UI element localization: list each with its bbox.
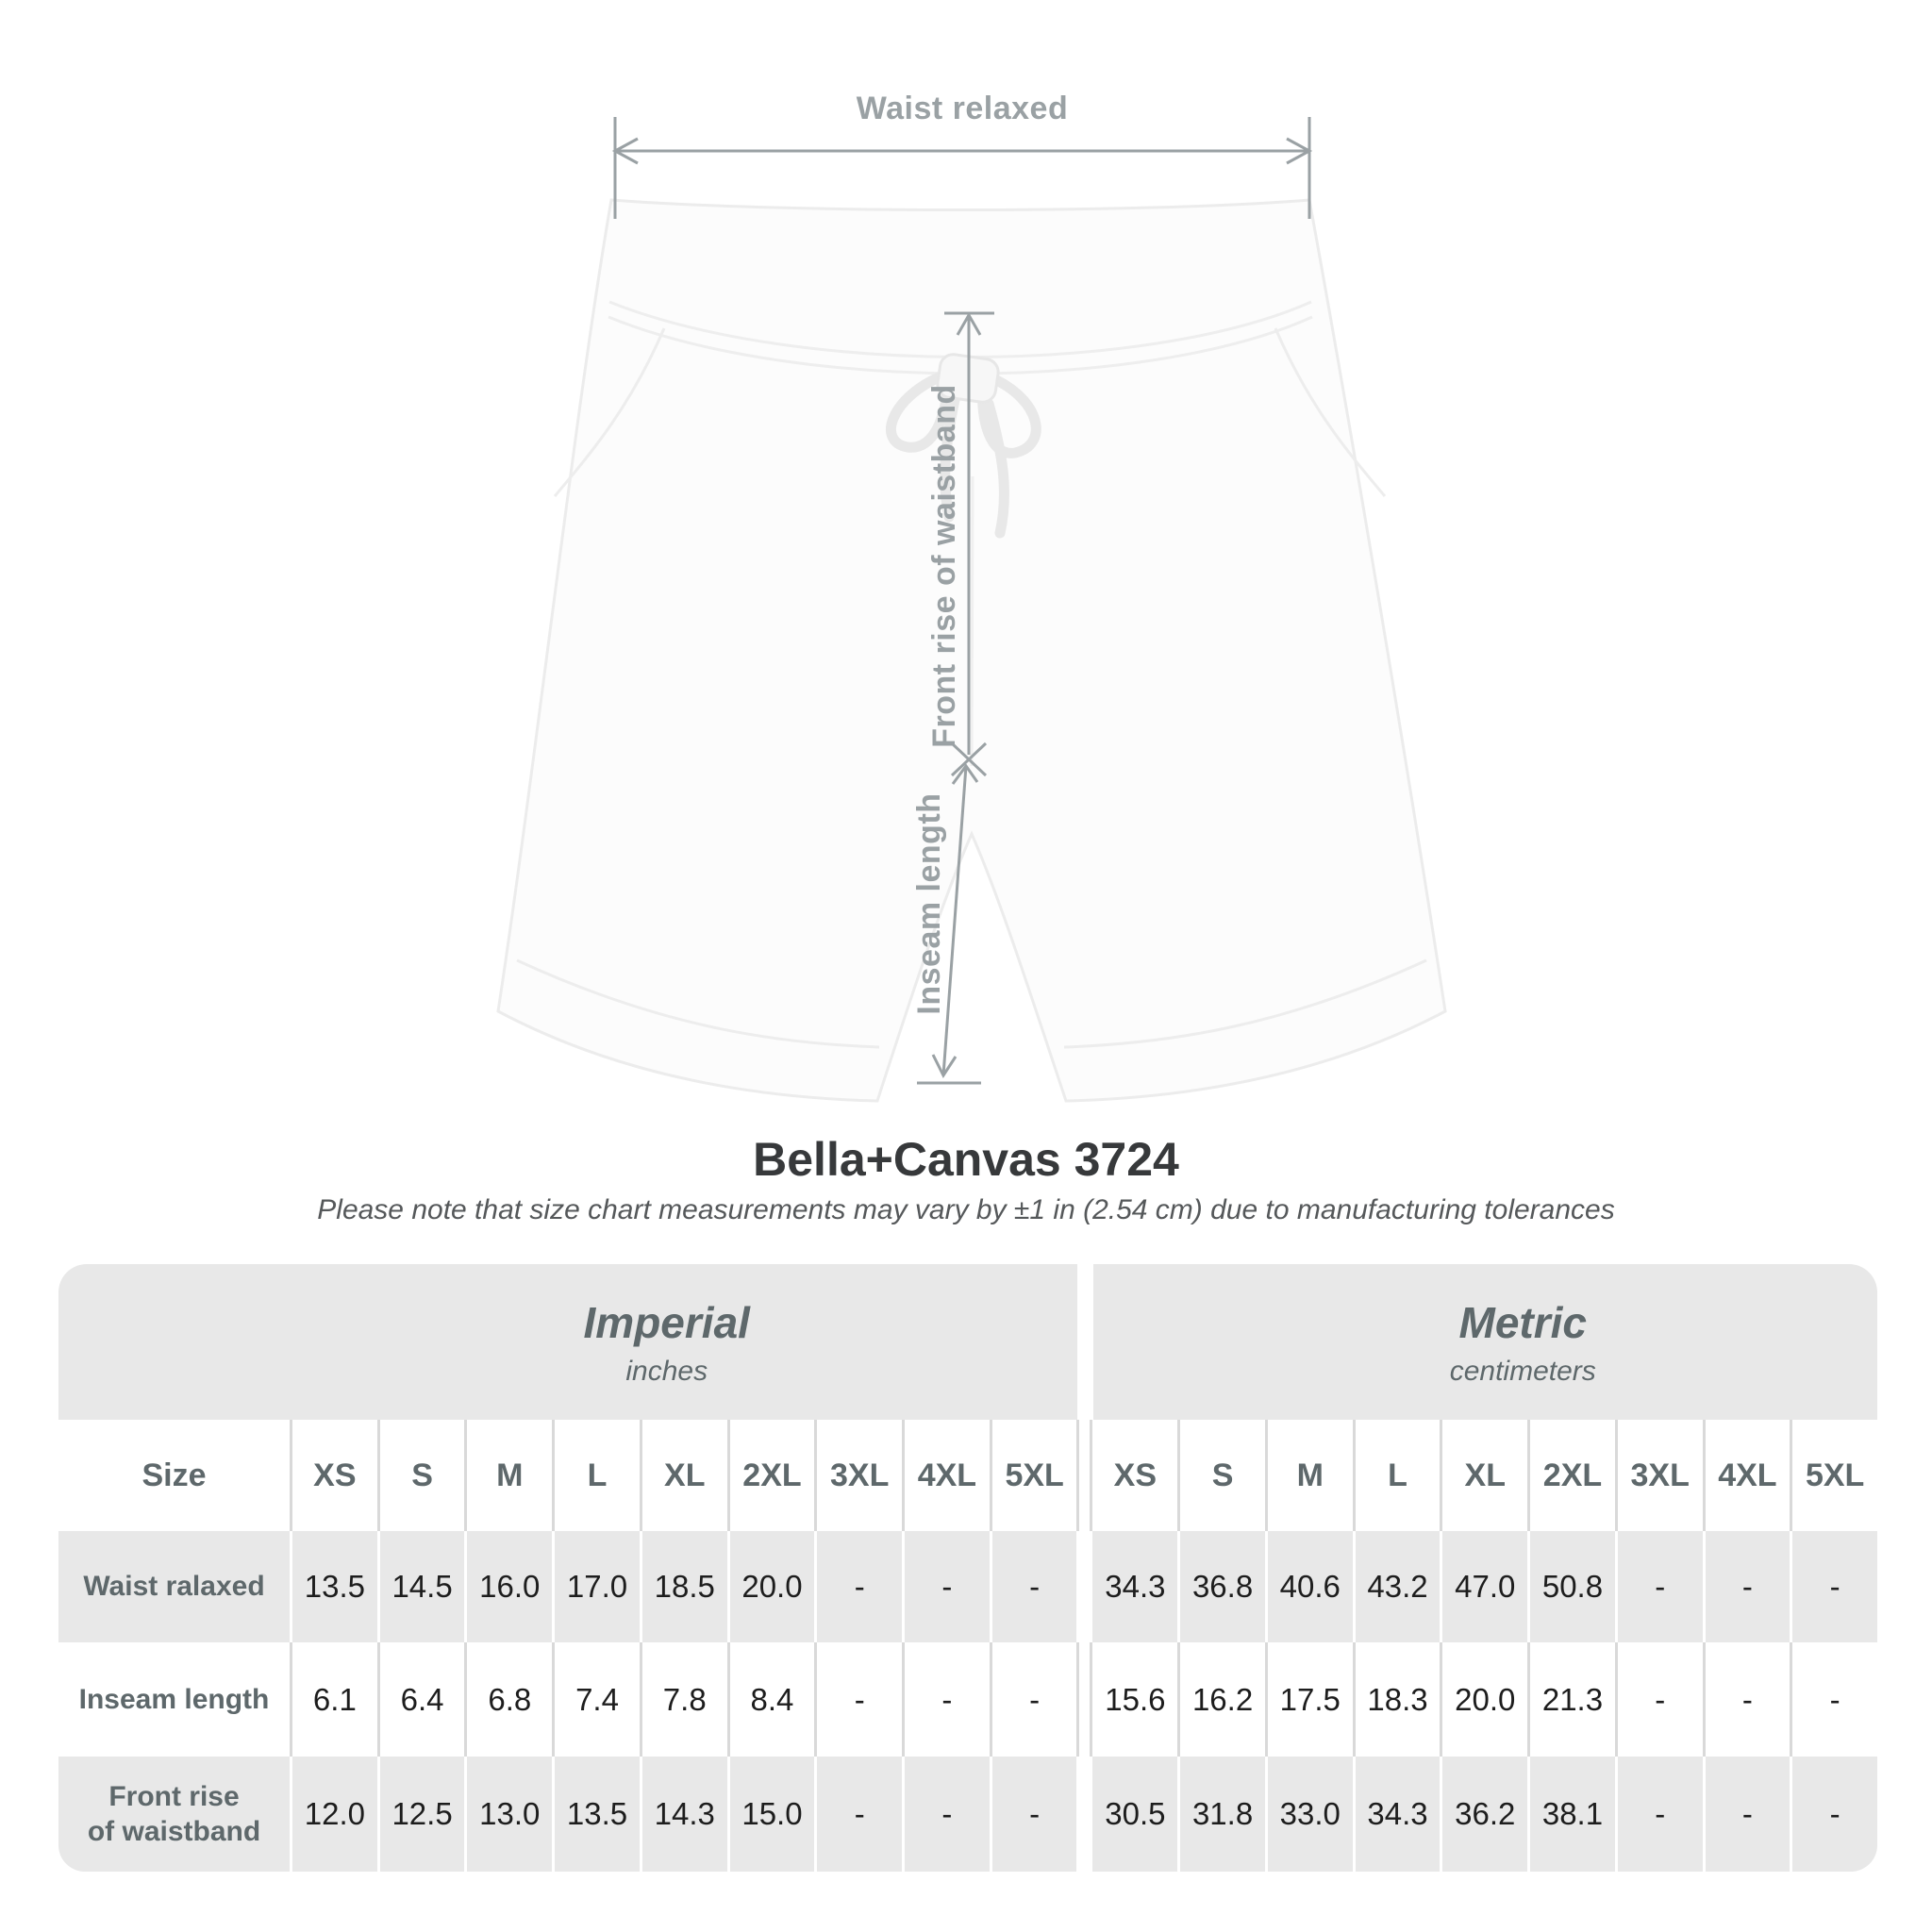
front-rise-metric-xs: 30.5 <box>1092 1757 1177 1872</box>
waist-imperial-m: 16.0 <box>467 1531 552 1642</box>
inseam-imperial-xl: 7.8 <box>642 1642 727 1757</box>
waist-imperial-3xl: - <box>817 1531 902 1642</box>
size-header-imperial-3xl: 3XL <box>817 1420 902 1531</box>
waist-arrow <box>615 117 1309 219</box>
waist-imperial-s: 14.5 <box>380 1531 465 1642</box>
row-label-inseam: Inseam length <box>58 1642 290 1757</box>
inseam-imperial-l: 7.4 <box>555 1642 640 1757</box>
inseam-metric-5xl: - <box>1792 1642 1877 1757</box>
front-rise-metric-5xl: - <box>1792 1757 1877 1872</box>
size-header-row <box>58 1420 1877 1531</box>
size-column-header: Size <box>58 1420 290 1531</box>
table-row-inseam <box>58 1642 1877 1757</box>
size-header-metric-xl: XL <box>1442 1420 1527 1531</box>
inseam-metric-l: 18.3 <box>1356 1642 1441 1757</box>
size-header-metric-xs: XS <box>1092 1420 1177 1531</box>
inseam-length-label: Inseam length <box>911 792 947 1015</box>
waist-imperial-4xl: - <box>905 1531 990 1642</box>
waist-metric-xl: 47.0 <box>1442 1531 1527 1642</box>
imperial-unit: inches <box>625 1355 708 1387</box>
inseam-metric-3xl: - <box>1618 1642 1703 1757</box>
table-half-divider <box>1079 1420 1090 1531</box>
unit-group-header-row <box>58 1264 1877 1420</box>
inseam-metric-4xl: - <box>1706 1642 1790 1757</box>
waist-imperial-xl: 18.5 <box>642 1531 727 1642</box>
waist-metric-m: 40.6 <box>1268 1531 1353 1642</box>
front-rise-imperial-l: 13.5 <box>555 1757 640 1872</box>
inseam-imperial-3xl: - <box>817 1642 902 1757</box>
front-rise-imperial-m: 13.0 <box>467 1757 552 1872</box>
size-header-imperial-xs: XS <box>292 1420 377 1531</box>
inseam-imperial-2xl: 8.4 <box>730 1642 815 1757</box>
front-rise-imperial-xs: 12.0 <box>292 1757 377 1872</box>
inseam-metric-s: 16.2 <box>1180 1642 1265 1757</box>
waist-metric-s: 36.8 <box>1180 1531 1265 1642</box>
metric-title: Metric <box>1458 1297 1587 1347</box>
waist-imperial-xs: 13.5 <box>292 1531 377 1642</box>
table-row-waist <box>58 1531 1877 1642</box>
size-header-metric-m: M <box>1268 1420 1353 1531</box>
front-rise-metric-s: 31.8 <box>1180 1757 1265 1872</box>
inseam-imperial-4xl: - <box>905 1642 990 1757</box>
row-label-waist: Waist ralaxed <box>58 1531 290 1642</box>
size-header-metric-l: L <box>1356 1420 1441 1531</box>
tolerance-disclaimer: Please note that size chart measurements may vary by ±1 in (2.54 cm) due to manufacturing tolerances <box>317 1194 1615 1225</box>
waist-imperial-2xl: 20.0 <box>730 1531 815 1642</box>
imperial-title: Imperial <box>583 1297 750 1347</box>
waist-imperial-5xl: - <box>992 1531 1077 1642</box>
front-rise-imperial-4xl: - <box>905 1757 990 1872</box>
front-rise-metric-m: 33.0 <box>1268 1757 1353 1872</box>
inseam-metric-m: 17.5 <box>1268 1642 1353 1757</box>
waist-metric-3xl: - <box>1618 1531 1703 1642</box>
inseam-metric-xl: 20.0 <box>1442 1642 1527 1757</box>
front-rise-imperial-5xl: - <box>992 1757 1077 1872</box>
table-half-divider <box>1079 1531 1090 1642</box>
waist-metric-xs: 34.3 <box>1092 1531 1177 1642</box>
front-rise-metric-3xl: - <box>1618 1757 1703 1872</box>
row-label-front-rise: Front rise of waistband <box>58 1757 290 1872</box>
inseam-imperial-s: 6.4 <box>380 1642 465 1757</box>
front-rise-imperial-s: 12.5 <box>380 1757 465 1872</box>
inseam-metric-2xl: 21.3 <box>1530 1642 1615 1757</box>
size-header-imperial-m: M <box>467 1420 552 1531</box>
imperial-header <box>58 1264 1077 1420</box>
size-header-metric-3xl: 3XL <box>1618 1420 1703 1531</box>
front-rise-metric-2xl: 38.1 <box>1530 1757 1615 1872</box>
front-rise-imperial-xl: 14.3 <box>642 1757 727 1872</box>
size-header-imperial-2xl: 2XL <box>730 1420 815 1531</box>
front-rise-imperial-2xl: 15.0 <box>730 1757 815 1872</box>
size-header-imperial-s: S <box>380 1420 465 1531</box>
inseam-imperial-5xl: - <box>992 1642 1077 1757</box>
inseam-imperial-xs: 6.1 <box>292 1642 377 1757</box>
front-rise-imperial-3xl: - <box>817 1757 902 1872</box>
size-header-imperial-xl: XL <box>642 1420 727 1531</box>
front-rise-label: Front rise of waistband <box>926 384 962 748</box>
size-header-imperial-5xl: 5XL <box>992 1420 1077 1531</box>
inseam-metric-xs: 15.6 <box>1092 1642 1177 1757</box>
size-header-imperial-4xl: 4XL <box>905 1420 990 1531</box>
waist-metric-5xl: - <box>1792 1531 1877 1642</box>
product-title: Bella+Canvas 3724 <box>753 1133 1179 1186</box>
table-row-front-rise <box>58 1757 1877 1872</box>
waist-imperial-l: 17.0 <box>555 1531 640 1642</box>
front-rise-metric-xl: 36.2 <box>1442 1757 1527 1872</box>
waist-metric-l: 43.2 <box>1356 1531 1441 1642</box>
front-rise-metric-4xl: - <box>1706 1757 1790 1872</box>
waist-relaxed-label: Waist relaxed <box>856 91 1069 126</box>
size-chart-table <box>58 1264 1877 1872</box>
metric-header <box>1093 1264 1878 1420</box>
size-header-metric-s: S <box>1180 1420 1265 1531</box>
front-rise-metric-l: 34.3 <box>1356 1757 1441 1872</box>
table-half-divider <box>1079 1757 1090 1872</box>
waist-metric-2xl: 50.8 <box>1530 1531 1615 1642</box>
waist-metric-4xl: - <box>1706 1531 1790 1642</box>
table-half-divider <box>1079 1642 1090 1757</box>
fly-seam <box>972 476 973 766</box>
size-header-metric-2xl: 2XL <box>1530 1420 1615 1531</box>
size-header-metric-5xl: 5XL <box>1792 1420 1877 1531</box>
size-header-imperial-l: L <box>555 1420 640 1531</box>
inseam-imperial-m: 6.8 <box>467 1642 552 1757</box>
size-header-metric-4xl: 4XL <box>1706 1420 1790 1531</box>
metric-unit: centimeters <box>1449 1355 1596 1387</box>
